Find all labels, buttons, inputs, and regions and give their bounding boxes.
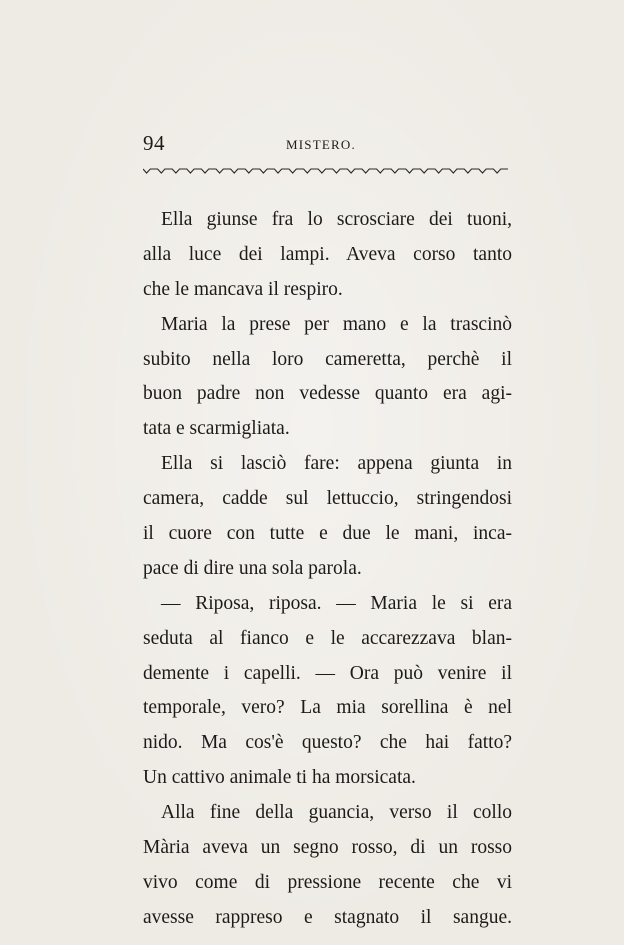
text-line: demente i capelli. — Ora può venire il [143, 662, 512, 684]
page-number: 94 [143, 131, 165, 155]
text-line: Mària aveva un segno rosso, di un rosso [143, 837, 512, 859]
text-line: temporale, vero? La mia sorellina è nel [143, 697, 512, 719]
text-line: vivo come di pressione recente che vi [143, 871, 512, 893]
text-line: che le mancava il respiro. [143, 278, 343, 300]
text-line: Alla fine della guancia, verso il collo [161, 802, 512, 824]
page-header [143, 131, 513, 161]
text-line: il cuore con tutte e due le mani, inca- [143, 523, 512, 545]
text-line: buon padre non vedesse quanto era agi- [143, 383, 512, 405]
text-line: Ella giunse fra lo scrosciare dei tuoni, [161, 209, 512, 230]
body-text [143, 203, 512, 936]
text-line: subito nella loro cameretta, perchè il [143, 348, 512, 370]
text-line: Ella si lasciò fare: appena giunta in [161, 453, 512, 475]
text-line: camera, cadde sul lettuccio, stringendosi [143, 488, 512, 510]
text-line: tata e scarmigliata. [143, 418, 290, 440]
text-line: seduta al fianco e le accarezzava blan- [143, 627, 512, 649]
text-line: Un cattivo animale ti ha morsicata. [143, 767, 416, 789]
text-line: pace di dire una sola parola. [143, 557, 362, 579]
text-line: alla luce dei lampi. Aveva corso tanto [143, 243, 512, 265]
running-title: MISTERO. [286, 137, 356, 152]
text-line: nido. Ma cos'è questo? che hai fatto? [143, 732, 512, 754]
text-line: — Riposa, riposa. — Maria le si era [161, 592, 512, 614]
decorative-rule [143, 166, 508, 176]
text-line: Maria la prese per mano e la trascinò [161, 313, 512, 335]
text-line: avesse rappreso e stagnato il sangue. [143, 906, 512, 928]
